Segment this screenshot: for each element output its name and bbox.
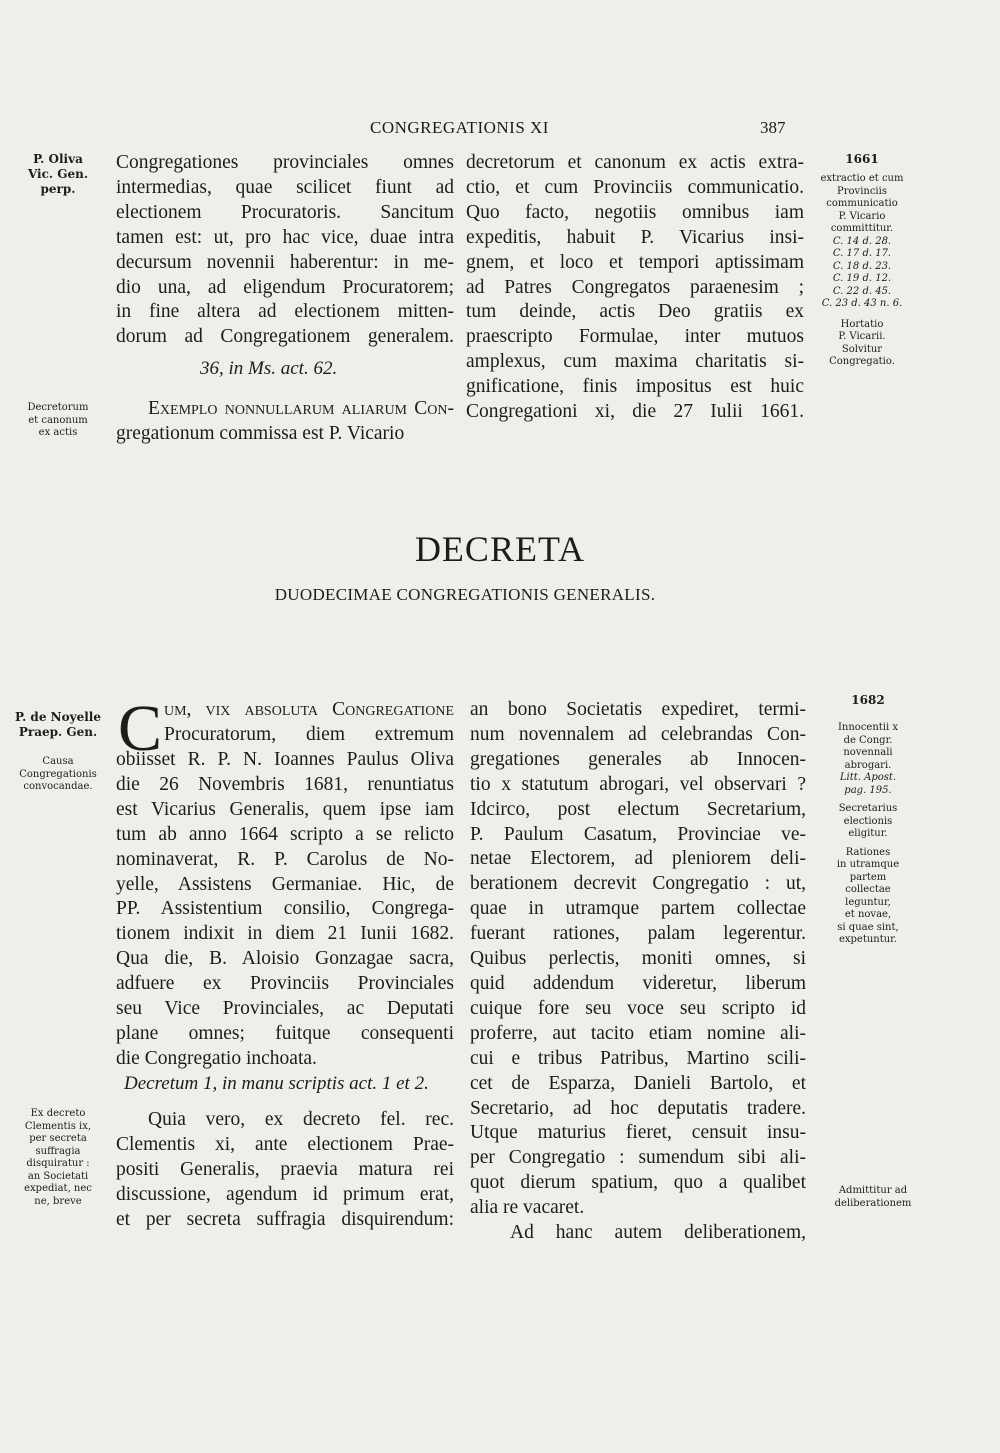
- decretum-caption: Decretum 1, in manu scriptis act. 1 et 2.: [124, 1073, 429, 1094]
- text-line: Clementis xi, ante electionem Prae-: [116, 1133, 454, 1155]
- text-line: in fine altera ad electionem mitten-: [116, 301, 454, 323]
- text-line: P. Paulum Casatum, Provinciae ve-: [470, 823, 806, 845]
- margin-line: Provinciis: [837, 185, 887, 197]
- exemplo-text: Exemplo nonnullarum aliarum Con-: [148, 398, 454, 419]
- margin-line: in utramque: [836, 859, 900, 870]
- text-line: tum deinde, actis Deo gratiis ex: [466, 301, 804, 323]
- margin-ref: Litt. Apost.: [839, 772, 897, 783]
- margin-line: Solvitur: [841, 343, 883, 355]
- margin-line: Praep. Gen.: [18, 725, 98, 739]
- text-line: um, vix absoluta Congregatione: [164, 699, 454, 720]
- text-line: Idcirco, post electum Secretarium,: [470, 798, 806, 820]
- text-line: tio x statutum abrogari, vel observari ?: [470, 773, 806, 795]
- text-line: Utque maturius fieret, censuit insu-: [470, 1122, 806, 1144]
- text-line: berationem decrevit Congregatio : ut,: [470, 873, 806, 895]
- text-line: plane omnes; fuitque consequenti: [116, 1022, 454, 1044]
- margin-line: P. Vicario: [838, 210, 886, 222]
- margin-line: P. Oliva: [33, 152, 83, 166]
- margin-note-oliva: [8, 152, 108, 197]
- text-line: PP. Assistentium consilio, Congrega-: [116, 898, 454, 920]
- margin-line: perp.: [40, 182, 76, 196]
- margin-line: P. de Noyelle: [15, 710, 101, 724]
- margin-line: abrogari.: [844, 759, 892, 771]
- margin-line: Congregatio.: [829, 356, 895, 367]
- reference-caption: 36, in Ms. act. 62.: [200, 358, 338, 379]
- margin-note-1682: [816, 693, 920, 947]
- text-line: gregationum commissa est P. Vicario: [116, 423, 405, 444]
- running-head-title: CONGREGATIONIS XI: [370, 118, 549, 137]
- margin-line: committitur.: [830, 223, 894, 234]
- text-line: yelle, Assistens Germaniae. Hic, de: [116, 873, 454, 895]
- margin-line: extractio et cum: [820, 173, 904, 184]
- top-right-column: [466, 151, 804, 425]
- exemplo-paragraph: [148, 397, 454, 422]
- text-line: decursum novennii haberentur: in me-: [116, 251, 454, 273]
- margin-line: Causa: [42, 756, 74, 767]
- margin-line: et novae,: [844, 909, 892, 920]
- text-line: gnem, et loco et tempori aptissimam: [466, 251, 804, 273]
- text-line: Congregationi xi, die 27 Iulii 1661.: [466, 401, 804, 423]
- text-line: expeditis, habuit P. Vicarius insi-: [466, 226, 804, 248]
- margin-ref: C. 19 d. 12.: [832, 273, 892, 284]
- text-line: netae Electorem, ad pleniorem deli-: [470, 848, 806, 870]
- margin-line: Ex decreto: [30, 1108, 86, 1119]
- page-number: 387: [760, 118, 786, 137]
- text-line: cuique fore seu voce seu scripto id: [470, 997, 806, 1019]
- margin-note-decretorum: [8, 402, 108, 440]
- body-left-column-2: [116, 1108, 454, 1233]
- text-line: Quia vero, ex decreto fel. rec.: [148, 1109, 454, 1130]
- margin-line: novennali: [843, 747, 893, 758]
- margin-line: electionis: [843, 815, 893, 827]
- text-line: tamen est: ut, pro hac vice, duae intra: [116, 226, 454, 248]
- text-line: gregationes generales ab Innocen-: [470, 748, 806, 770]
- margin-line: Secretarius: [838, 803, 898, 814]
- text-line: an bono Societatis expediret, termi-: [470, 699, 806, 720]
- text-line: die Congregatio inchoata.: [116, 1047, 317, 1069]
- margin-line: eligitur.: [848, 828, 888, 839]
- text-line: cui e tribus Patribus, Martino scili-: [470, 1047, 806, 1069]
- margin-line: et canonum: [28, 414, 88, 426]
- text-line: quid addendum videretur, liberum: [470, 972, 806, 994]
- text-line: seu Vice Provinciales, ac Deputati: [116, 998, 454, 1020]
- margin-ref: C. 14 d. 28.: [832, 235, 892, 247]
- margin-line: communicatio: [826, 198, 898, 209]
- margin-note-ex-decreto: [8, 1108, 108, 1208]
- margin-line: expetuntur.: [838, 934, 898, 945]
- margin-line: expediat, nec: [24, 1183, 92, 1194]
- text-line: alia re vacaret.: [470, 1197, 585, 1219]
- margin-note-1661: [812, 152, 912, 369]
- text-line: ad Patres Congregatos paraenesim ;: [466, 276, 804, 298]
- margin-line: an Societati: [27, 1170, 89, 1182]
- margin-ref: C. 17 d. 17.: [832, 248, 892, 259]
- margin-ref: C. 18 d. 23.: [832, 260, 892, 272]
- text-line: gnificatione, finis impositus est huic: [466, 376, 804, 398]
- text-line: num novennalem ad celebrandas Con-: [470, 723, 806, 745]
- margin-line: P. Vicarii.: [838, 331, 886, 342]
- text-line: intermedias, quae scilicet fiunt ad: [116, 176, 454, 198]
- text-line: discussione, agendum id primum erat,: [116, 1183, 454, 1205]
- margin-note-noyelle: [8, 710, 108, 794]
- margin-line: disquiratur :: [26, 1158, 90, 1169]
- margin-line: ex actis: [38, 427, 78, 438]
- text-line: quae in utramque partem collectae: [470, 898, 806, 920]
- text-line: proferre, aut tacito etiam nomine ali-: [470, 1022, 806, 1044]
- decreta-subtitle: DUODECIMAE CONGREGATIONIS GENERALIS.: [274, 585, 656, 604]
- margin-line: si quae sint,: [837, 921, 899, 933]
- margin-year: 1661: [845, 152, 879, 166]
- text-line: dorum ad Congregationem generalem.: [116, 326, 454, 348]
- margin-line: Hortatio: [840, 318, 884, 330]
- margin-line: Rationes: [845, 846, 891, 858]
- margin-line: deliberationem: [834, 1197, 912, 1209]
- margin-line: Innocentii x: [837, 722, 899, 733]
- margin-note-admittitur: [818, 1185, 928, 1210]
- margin-line: de Congr.: [843, 734, 893, 746]
- exemplo-paragraph-2: [116, 422, 454, 447]
- text-line: Ad hanc autem deliberationem,: [510, 1222, 806, 1244]
- margin-line: suffragia: [35, 1145, 81, 1157]
- margin-line: leguntur,: [845, 896, 891, 908]
- text-line: [148, 397, 454, 422]
- text-line: amplexus, cum maxima charitatis si-: [466, 351, 804, 373]
- text-line: est Vicarius Generalis, quem ipse iam: [116, 798, 454, 820]
- text-line: Procuratorum, diem extremum: [164, 723, 454, 745]
- text-line: Congregationes provinciales omnes: [116, 152, 454, 173]
- text-line: nominaverat, R. P. Carolus de No-: [116, 848, 454, 870]
- margin-ref: C. 23 d. 43 n. 6.: [821, 298, 903, 309]
- margin-line: convocandae.: [23, 781, 93, 792]
- body-right-column: [470, 698, 806, 1246]
- text-line: praescripto Formulae, inter mutuos: [466, 326, 804, 348]
- margin-ref: C. 22 d. 45.: [832, 285, 892, 297]
- text-line: per Congregatio : sumendum sibi ali-: [470, 1147, 806, 1169]
- text-line: fuerant rationes, palam legerentur.: [470, 923, 806, 945]
- body-left-dropcap-lines: [164, 698, 454, 748]
- margin-line: Decretorum: [27, 402, 89, 413]
- margin-year: 1682: [851, 693, 885, 707]
- margin-ref: pag. 195.: [844, 784, 892, 796]
- text-line: electionem Procuratoris. Sancitum: [116, 201, 454, 223]
- margin-line: Clementis ix,: [24, 1120, 92, 1132]
- margin-line: ne, breve: [34, 1195, 82, 1207]
- margin-line: Admittitur ad: [838, 1185, 908, 1196]
- margin-line: per secreta: [29, 1133, 87, 1144]
- drop-cap: C: [118, 692, 163, 765]
- text-line: adfuere ex Provinciis Provinciales: [116, 973, 454, 995]
- margin-line: partem: [849, 871, 887, 883]
- margin-line: Vic. Gen.: [27, 167, 89, 181]
- margin-line: Congregationis: [19, 768, 97, 780]
- text-line: et per secreta suffragia disquirendum:: [116, 1208, 454, 1230]
- text-line: Quo facto, negotiis omnibus iam: [466, 201, 804, 223]
- text-line: Quibus perlectis, moniti omnes, si: [470, 948, 806, 970]
- text-line: die 26 Novembris 1681, renuntiatus: [116, 773, 454, 795]
- text-line: tionem indixit in diem 21 Iunii 1682.: [116, 923, 454, 945]
- margin-line: collectae: [845, 884, 891, 895]
- body-left-column: [116, 748, 454, 1072]
- running-head: [0, 118, 1000, 140]
- text-line: quot dierum spatium, quo a qualibet: [470, 1172, 806, 1194]
- text-line: cet de Esparza, Danieli Bartolo, et: [470, 1072, 806, 1094]
- text-line: dio una, ad eligendum Procuratorem;: [116, 276, 454, 298]
- top-left-column: [116, 151, 454, 350]
- text-line: Secretario, ad hoc deputatis tradere.: [470, 1097, 806, 1119]
- text-line: ctio, et cum Provinciis communicatio.: [466, 176, 804, 198]
- text-line: positi Generalis, praevia matura rei: [116, 1158, 454, 1180]
- decreta-title: DECRETA: [414, 529, 586, 569]
- text-line: decretorum et canonum ex actis extra-: [466, 152, 804, 173]
- text-line: Qua die, B. Aloisio Gonzagae sacra,: [116, 948, 454, 970]
- text-line: tum ab anno 1664 scripto a se relicto: [116, 823, 454, 845]
- text-line: obiisset R. P. N. Ioannes Paulus Oliva: [116, 749, 454, 770]
